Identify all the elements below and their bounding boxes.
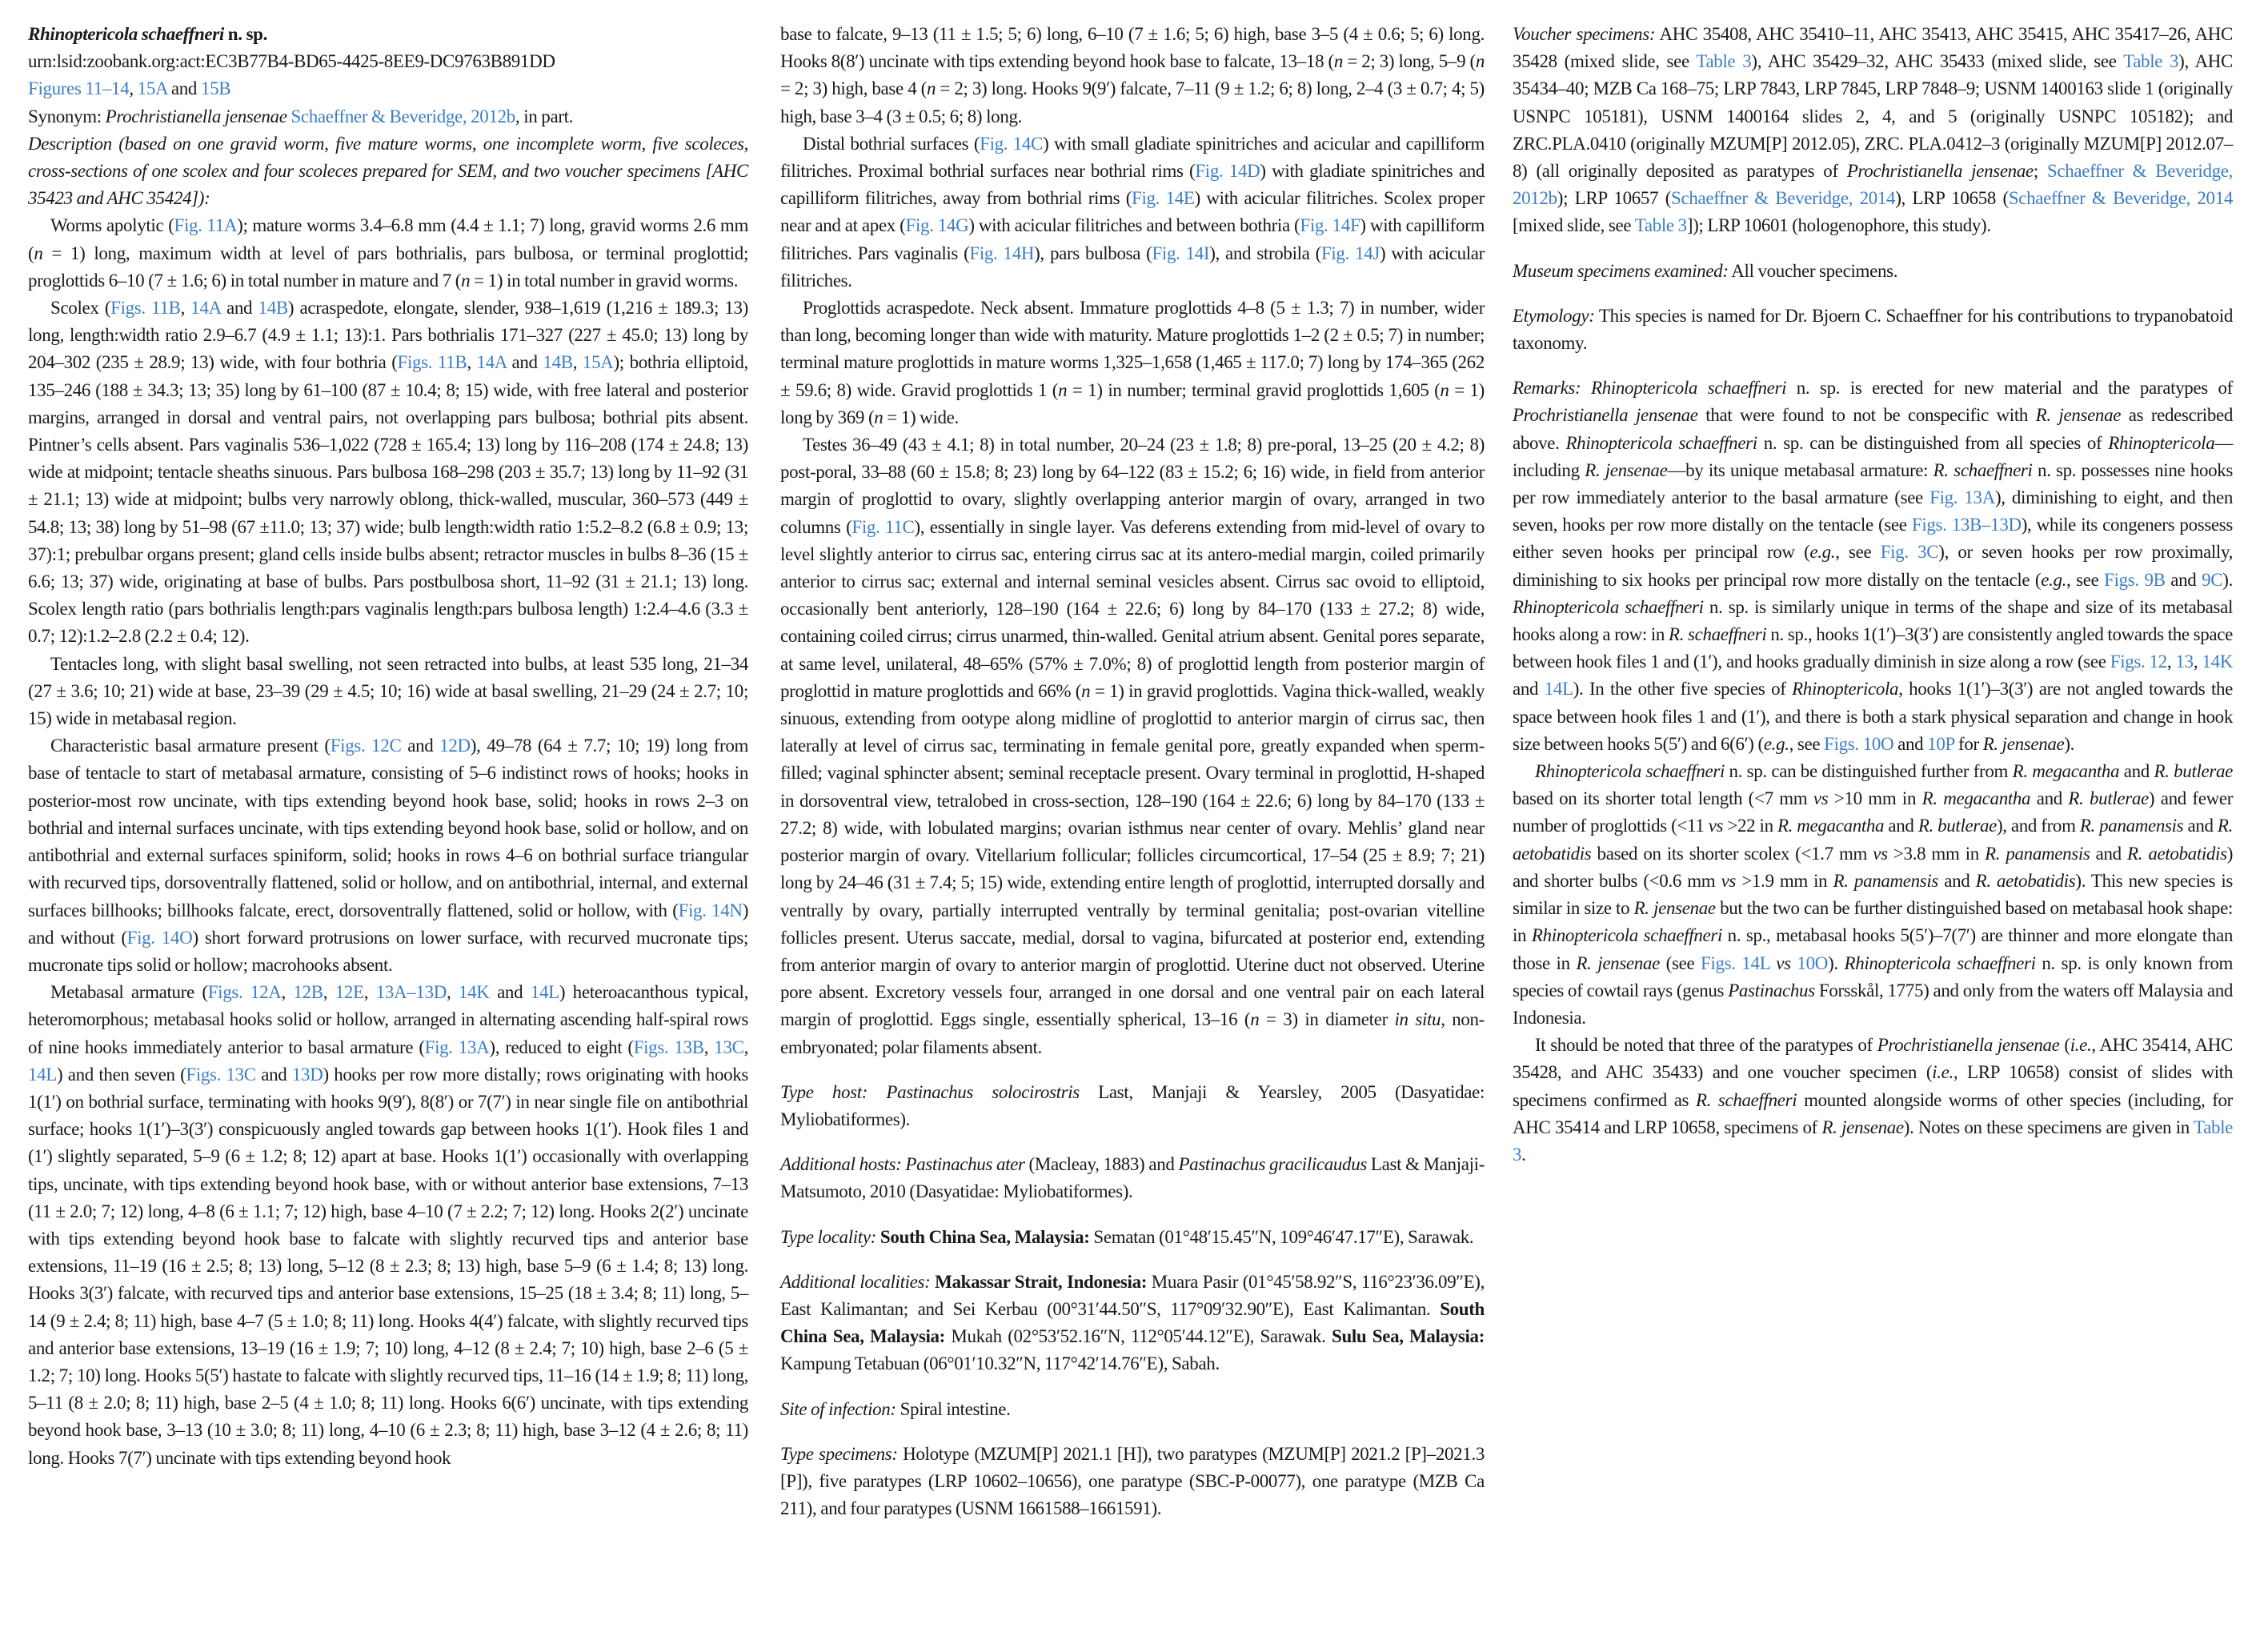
- paragraph: [780, 431, 1485, 1061]
- text-run: n. sp. is similarly unique in terms of the shape and size of its metabasal hooks along a row: in: [1513, 596, 2234, 645]
- text-run: , see: [1789, 733, 1825, 754]
- reference-link[interactable]: 9C: [2202, 569, 2223, 590]
- text-run: ).: [1828, 952, 1845, 973]
- paragraph: [780, 1396, 1485, 1423]
- paragraph: [780, 295, 1485, 431]
- paragraph: [28, 130, 748, 213]
- text-run: ) hooks per row more distally; rows originating with hooks 1(1′) on bothrial surface, terminating with hooks 9(9′), 8(8′) or 7(7′) in near single file on antibothrial surface; hooks 1(1′)–3(3′) conspicuously angled towards gap between hooks 1(1′). Hook files 1 and (1′) slightly separated, 5–9 (6 ± 1.2; 8; 12) apart at base. Hooks 1(1′) occasionally with overlapping tips, uncinate, with tips extending beyond hook base, with or without anterior base extensions, 7–13 (11 ± 2.0; 7; 12) long, 4–8 (6 ± 1.1; 7; 12) high, base 4–10 (7 ± 2.2; 7; 12) long. Hooks 2(2′) uncinate with tips extending beyond hook base to falcate with slightly recurved tips and anterior base extensions, 11–19 (16 ± 2.5; 8; 13) long, 5–12 (8 ± 2.3; 8; 13) high, base 5–9 (6 ± 1.4; 8; 13) long. Hooks 3(3′) falcate, with recurved tips and anterior base extensions, 15–25 (18 ± 3.4; 8; 11) long, 5–14 (9 ± 2.4; 8; 11) high, base 4–7 (5 ± 1.0; 8; 11) long. Hooks 4(4′) falcate, with slightly recurved tips and anterior base extensions, 13–19 (16 ± 1.9; 7; 10) long, 4–12 (8 ± 2.4; 7; 10) high, base 2–6 (5 ± 1.2; 7; 10) long. Hooks 5(5′) hastate to falcate with slightly recurved tips, 11–16 (14 ± 1.9; 8; 11) long, 5–11 (8 ± 2.0; 8; 11) high, base 2–5 (4 ± 1.0; 8; 11) long. Hooks 6(6′) uncinate, with tips extending beyond hook base, 3–13 (10 ± 3.0; 8; 11) long, 4–10 (6 ± 2.3; 8; 11) high, base 3–12 (4 ± 2.6; 8; 11) long. Hooks 7(7′) uncinate with tips extending beyond hook: [28, 1064, 748, 1468]
- text-run: that were found to not be conspecific with: [1697, 405, 2036, 426]
- italic-text: Pastinachus: [1728, 980, 1815, 1000]
- reference-link[interactable]: Fig. 14I: [1152, 243, 1210, 263]
- text-run: based on its shorter total length (<7 mm: [1513, 788, 1813, 809]
- bold-text: Sulu Sea, Malaysia:: [1332, 1326, 1485, 1347]
- text-run: ,: [467, 352, 477, 373]
- reference-link[interactable]: Fig. 14F: [1300, 215, 1360, 236]
- italic-text: e.g.: [1763, 733, 1789, 754]
- text-run: ;: [2033, 161, 2047, 182]
- text-run: ); mature worms 3.4–6.8 mm (4.4 ± 1.1; 7) long, gravid worms 2.6 mm (: [28, 215, 749, 263]
- paragraph: [28, 651, 748, 733]
- text-run: Kampung Tetabuan (06°01′10.32″N, 117°42′14.76″E), Sabah.: [780, 1353, 1220, 1374]
- italic-text: e.g.: [2041, 569, 2067, 590]
- reference-link[interactable]: Figs. 13B–13D: [1911, 515, 2022, 535]
- italic-text: R. jensenae: [1576, 952, 1660, 973]
- italic-text: Voucher specimens:: [1513, 24, 1656, 44]
- text-run: n. sp. is only known from species of cowtail rays (genus: [1513, 952, 2234, 1000]
- text-run: Scolex (: [50, 298, 111, 319]
- reference-link[interactable]: Fig. 14J: [1320, 243, 1380, 263]
- bold-italic-text: Rhinoptericola schaeffneri: [28, 24, 224, 44]
- text-run: >1.9 mm in: [1736, 870, 1833, 891]
- paragraph: [1513, 21, 2233, 240]
- text-run: ) and without (: [28, 900, 749, 948]
- italic-text: Museum specimens examined:: [1513, 260, 1729, 281]
- italic-text: R. aetobatidis: [2127, 843, 2227, 864]
- text-run: = 2; 3) high, base 4 (: [780, 78, 927, 99]
- reference-link[interactable]: 14A: [190, 298, 221, 319]
- reference-link[interactable]: Fig. 14C: [980, 133, 1044, 154]
- text-run: >22 in: [1723, 816, 1777, 836]
- paragraph: [1513, 303, 2233, 357]
- text-run: ,: [180, 298, 191, 319]
- text-run: ), essentially in single layer. Vas deferens extending from mid-level of ovary to level slightly anterior to cirrus sac, entering cirrus sac at its antero-medial margin, coiled primarily anterior to cirrus sac; external and internal seminal vesicles absent. Cirrus sac ovoid to elliptoid, occasionally bent anteriorly, 128–190 (164 ± 22.6; 6) long by 84–170 (133 ± 27.2; 8) wide, containing coiled cirrus; cirrus unarmed, thin-walled. Genital atrium absent. Genital pores separate, at same level, unilateral, 48–65% (57% ± 7.0%; 8) of proglottid length from posterior margin of proglottid in mature proglottids and 66% (: [780, 516, 1485, 701]
- italic-text: n: [1250, 1009, 1260, 1030]
- text-run: and: [166, 78, 201, 99]
- italic-text: Rhinoptericola: [1792, 679, 1899, 700]
- text-run: ,: [743, 1037, 748, 1057]
- text-run: ). In the other five species of: [1573, 679, 1793, 700]
- column-left: [28, 21, 748, 1472]
- text-run: Last, Manjaji & Yearsley, 2005 (Dasyatidae: Myliobatiformes).: [780, 1081, 1485, 1129]
- text-run: and: [401, 736, 440, 756]
- italic-text: i.e.: [2070, 1035, 2092, 1056]
- italic-text: Type locality:: [780, 1226, 876, 1247]
- text-run: and: [1893, 733, 1928, 754]
- italic-text: R. butlerae: [2068, 788, 2149, 809]
- text-run: and: [2090, 843, 2128, 864]
- paragraph: [28, 103, 748, 130]
- text-run: ,: [363, 982, 376, 1003]
- text-run: (Macleay, 1883) and: [1024, 1154, 1179, 1175]
- italic-text: Etymology:: [1513, 305, 1595, 326]
- text-run: base to falcate, 9–13 (11 ± 1.5; 5; 6) long, 6–10 (7 ± 1.6; 5; 6) high, base 3–5 (4 ± 0.6; 5; 6) long. Hooks 8(8′) uncinate with tips extending beyond hook base to falcate, 13–18 (: [780, 24, 1485, 72]
- text-run: ) with capilliform filitriches. Pars vaginalis (: [780, 215, 1485, 263]
- text-run: ) and then seven (: [57, 1064, 186, 1085]
- italic-text: Description (based on one gravid worm, five mature worms, one incomplete worm, five scoleces, cross-sections of one scolex and four scoleces prepared for SEM, and two voucher specimens [AHC 35423 and AHC 35424]):: [28, 133, 748, 209]
- reference-link[interactable]: 15A: [137, 78, 167, 99]
- reference-link[interactable]: Table 3: [1634, 215, 1687, 236]
- text-run: and: [2030, 788, 2069, 809]
- text-run: ,: [2166, 652, 2176, 672]
- text-run: , non-embryonated; polar filaments absent.: [780, 1009, 1485, 1057]
- reference-link[interactable]: Fig. 14D: [1195, 161, 1260, 182]
- reference-link[interactable]: 10P: [1927, 733, 1955, 754]
- text-run: ).: [2222, 569, 2233, 590]
- text-run: ), or seven hooks per row proximally, diminishing to six hooks per principal row more distally on the tentacle (: [1513, 542, 2233, 590]
- italic-text: in situ: [1394, 1009, 1441, 1030]
- text-run: but the two can be further distinguished based on metabasal hook shape: in: [1513, 898, 2233, 946]
- text-run: Muara Pasir (01°45′58.92″S, 116°23′36.09″E), East Kalimantan; and Sei Kerbau (00°31′44.50″S, 117°09′32.90″E), East Kalimantan.: [780, 1271, 1485, 1319]
- text-run: ), diminishing to eight, and then seven, hooks per row more distally on the tentacle (see: [1513, 487, 2233, 535]
- text-run: and: [2119, 761, 2154, 782]
- italic-text: n: [926, 78, 936, 99]
- text-run: ) with acicular filitriches and between bothria (: [968, 215, 1300, 236]
- text-run: and: [2183, 816, 2218, 836]
- text-run: Mukah (02°53′52.16″N, 112°05′44.12″E), Sarawak.: [944, 1326, 1332, 1347]
- italic-text: Prochristianella jensenae: [105, 106, 287, 126]
- text-run: Metabasal armature (: [50, 982, 208, 1003]
- italic-text: R. megacantha: [2012, 761, 2120, 782]
- text-run: This species is named for Dr. Bjoern C. Schaeffner for his contributions to trypanobatoid taxonomy.: [1513, 305, 2233, 354]
- paragraph: [28, 48, 748, 75]
- italic-text: R. megacantha: [1921, 788, 2031, 809]
- text-run: = 1) in total number in gravid worms.: [470, 270, 739, 291]
- italic-text: R. butlerae: [2154, 761, 2233, 782]
- text-run: and: [2165, 569, 2202, 590]
- text-run: = 2; 3) long. Hooks 9(9′) falcate, 7–11 (9 ± 1.2; 6; 8) long, 2–4 (3 ± 0.7; 4; 5) high, base 3–4 (3 ± 0.5; 6; 8) long.: [780, 78, 1485, 126]
- italic-text: R. jensenae: [2035, 405, 2122, 426]
- text-run: ) heteroacanthous typical, heteromorphous; metabasal hooks solid or hollow, arranged in alternating ascending half-spiral rows of nine hooks immediately anterior to basal armature (: [28, 982, 748, 1057]
- text-run: , AHC 35414, AHC 35428, and AHC 35433) and one voucher specimen (: [1513, 1035, 2234, 1083]
- paragraph: [780, 1151, 1485, 1205]
- italic-text: Pastinachus gracilicaudus: [1178, 1154, 1367, 1175]
- italic-text: R. schaeffneri: [1933, 459, 2033, 480]
- italic-text: n: [874, 407, 884, 427]
- text-run: urn:lsid:zoobank.org:act:EC3B77B4-BD65-4425-8EE9-DC9763B891DD: [28, 51, 555, 72]
- italic-text: R. schaeffneri: [1695, 1089, 1797, 1110]
- text-run: ) with acicular filitriches. Scolex proper near and at apex (: [780, 188, 1485, 236]
- paragraph: [780, 1079, 1485, 1133]
- text-run: n. sp. can be distinguished from all species of: [1757, 432, 2109, 453]
- text-run: ), and from: [1996, 816, 2080, 836]
- bold-text: South China Sea, Malaysia:: [880, 1226, 1090, 1247]
- reference-link[interactable]: Fig. 13A: [1929, 487, 1995, 508]
- reference-link[interactable]: 13A–13D: [375, 982, 447, 1003]
- text-run: Sematan (01°48′15.45″N, 109°46′47.17″E), Sarawak.: [1089, 1226, 1474, 1247]
- text-run: Synonym:: [28, 106, 106, 126]
- italic-text: n: [1440, 379, 1449, 400]
- reference-link[interactable]: Schaeffner & Beveridge, 2012b: [1513, 161, 2234, 209]
- text-run: It should be noted that three of the paratypes of: [1535, 1035, 1877, 1056]
- italic-text: R. panamensis: [1833, 870, 1939, 891]
- text-run: Proglottids acraspedote. Neck absent. Immature proglottids 4–8 (5 ± 1.3; 7) in number, wider than long, becoming longer than wide with maturity. Mature proglottids 1–2 (2 ± 0.5; 7) in number; terminal mature proglottids in mature worms 1,325–1,658 (1,465 ± 117.0; 7) long by 174–365 (262 ± 59.6; 8) wide. Gravid proglottids 1 (: [780, 298, 1485, 400]
- text-run: Forsskål, 1775) and only from the waters off Malaysia and Indonesia.: [1513, 980, 2233, 1028]
- reference-link[interactable]: Table 3: [1696, 51, 1752, 72]
- italic-text: R. jensenae: [1821, 1117, 1904, 1137]
- text-run: , LRP 10658) consist of slides with specimens confirmed as: [1513, 1062, 2233, 1110]
- paragraph: [28, 979, 748, 1472]
- reference-link[interactable]: 10O: [1797, 952, 1829, 973]
- text-run: n. sp. possesses nine hooks per row immediately anterior to the basal armature (see: [1513, 459, 2234, 508]
- text-run: , hooks 1(1′)–3(3′) are not angled towards the space between hook files 1 and (1′), and there is both a stark physical separation and change in hook size between hooks 5(5′) and 6(6′) (: [1513, 679, 2234, 754]
- reference-link[interactable]: Schaeffner & Beveridge, 2014: [1671, 188, 1896, 209]
- paragraph: [780, 1441, 1485, 1523]
- paragraph: [28, 75, 748, 102]
- text-run: ,: [703, 1037, 715, 1057]
- text-run: based on its shorter scolex (<1.7 mm: [1591, 843, 1873, 864]
- text-run: ,: [323, 982, 335, 1003]
- italic-text: R. jensenae: [1633, 898, 1716, 919]
- text-run: = 1) in number; terminal gravid proglottids 1,605 (: [1067, 379, 1441, 400]
- reference-link[interactable]: 14B: [258, 298, 288, 319]
- paragraph: [28, 732, 748, 979]
- text-run: ); LRP 10657 (: [1557, 188, 1672, 209]
- italic-text: Additional localities:: [780, 1271, 931, 1292]
- bold-text: South China Sea, Malaysia:: [780, 1298, 1485, 1347]
- text-run: = 2; 3) long, 5–9 (: [1343, 51, 1476, 72]
- reference-link[interactable]: Fig. 14N: [678, 900, 743, 920]
- text-run: ), AHC 35434–40; MZB Ca 168–75; LRP 7843, LRP 7845, LRP 7848–9; USNM 1400163 slide 1 (originally USNPC 105181), USNM 1400164 slides 2, 4, and 5 (originally USNPC 105182); and ZRC.PLA.0410 (originally MZUM[P] 2012.05), ZRC. PLA.0412–3 (originally MZUM[P] 2012.07–8) (all originally deposited as paratypes of: [1513, 51, 2233, 182]
- italic-text: Additional hosts: Pastinachus ater: [780, 1154, 1025, 1175]
- text-run: ,: [2193, 652, 2202, 672]
- text-run: Characteristic basal armature present (: [50, 736, 331, 756]
- text-run: ), LRP 10658 (: [1895, 188, 2009, 209]
- text-run: (see: [1659, 952, 1701, 973]
- paragraph: [28, 295, 748, 651]
- reference-link[interactable]: Figures 11–14: [28, 78, 130, 99]
- italic-text: R. jensenae: [1585, 459, 1668, 480]
- italic-text: R. aetobatidis: [1975, 870, 2076, 891]
- text-run: ), and strobila (: [1209, 243, 1321, 263]
- text-run: as redescribed above.: [1513, 405, 2233, 453]
- text-run: ), AHC 35429–32, AHC 35433 (mixed slide, see: [1751, 51, 2124, 72]
- text-run: AHC 35408, AHC 35410–11, AHC 35413, AHC 35415, AHC 35417–26, AHC 35428 (mixed slide, see: [1513, 24, 2233, 72]
- paragraph: [780, 1269, 1485, 1378]
- reference-link[interactable]: 14K: [2202, 652, 2234, 672]
- text-run: n. sp., hooks 1(1′)–3(3′) are consistently angled towards the space between hook files 1 and (1′), and hooks gradually diminish in size along a row (see: [1513, 624, 2234, 672]
- italic-text: R. jensenae: [1982, 733, 2065, 754]
- reference-link[interactable]: Fig. 14E: [1132, 188, 1195, 209]
- text-run: Spiral intestine.: [896, 1398, 1011, 1419]
- italic-text: vs: [1776, 952, 1791, 973]
- reference-link[interactable]: Schaeffner & Beveridge, 2014: [2008, 188, 2233, 209]
- italic-text: R. megacantha: [1777, 816, 1885, 836]
- text-run: ), 49–78 (64 ± 7.7; 10; 19) long from base of tentacle to start of metabasal armature, consisting of 5–6 indistinct rows of hooks; hooks in posterior-most row uncinate, with tips extending beyond hook base, solid; hooks in rows 2–3 on bothrial and internal surfaces uncinate, with tips extending beyond hook base, solid or hollow, and on antibothrial and external surfaces spiniform, solid; hooks in rows 4–6 on bothrial surface triangular with recurved tips, dorsoventrally flattened, solid or hollow, and on antibothrial, internal, and external surfaces billhooks; billhooks falcate, erect, dorsoventrally flattened, solid or hollow, with (: [28, 736, 749, 920]
- paragraph: [780, 1224, 1485, 1251]
- reference-link[interactable]: Figs. 11B: [397, 352, 467, 373]
- text-run: and: [255, 1064, 292, 1085]
- text-run: [mixed slide, see: [1513, 215, 1635, 236]
- text-run: [1791, 953, 1797, 973]
- reference-link[interactable]: Fig. 11A: [174, 215, 238, 236]
- text-run: ,: [446, 982, 459, 1003]
- paragraph: [1513, 258, 2233, 285]
- reference-link[interactable]: 13C: [714, 1037, 744, 1057]
- species-title: [28, 21, 748, 48]
- text-run: and: [1938, 870, 1976, 891]
- text-run: ) with acicular filitriches.: [780, 243, 1485, 291]
- reference-link[interactable]: Fig. 3C: [1880, 542, 1939, 563]
- text-run: Distal bothrial surfaces (: [803, 133, 980, 154]
- bold-text: Makassar Strait, Indonesia:: [935, 1271, 1148, 1292]
- text-run: = 1) wide.: [883, 407, 959, 427]
- text-run: n. sp. can be distinguished further from: [1725, 761, 2013, 782]
- reference-link[interactable]: 14A: [476, 352, 507, 373]
- reference-link[interactable]: 15A: [582, 352, 614, 373]
- italic-text: n: [1081, 680, 1091, 701]
- italic-text: R. panamensis: [2079, 816, 2184, 836]
- reference-link[interactable]: 14L: [28, 1064, 57, 1085]
- text-run: All voucher specimens.: [1728, 260, 1898, 281]
- reference-link[interactable]: Figs. 9B: [2104, 569, 2166, 590]
- text-run: Worms apolytic (: [50, 215, 174, 236]
- reference-link[interactable]: 14B: [543, 352, 573, 373]
- text-run: ) with gladiate spinitriches and capilliform filitriches, away from bothrial rims (: [780, 161, 1485, 209]
- text-run: mounted alongside worms of other species (including, for AHC 35414 and LRP 10658, specimens of: [1513, 1089, 2233, 1137]
- text-run: n. sp., metabasal hooks 5(5′)–7(7′) are thinner and more elongate than those in: [1513, 925, 2233, 973]
- italic-text: Rhinoptericola schaeffneri: [1531, 925, 1722, 946]
- reference-link[interactable]: 13D: [291, 1064, 323, 1085]
- paragraph: [1513, 1032, 2233, 1169]
- text-run: ) and shorter bulbs (<0.6 mm: [1513, 843, 2234, 891]
- text-run: ) and fewer number of proglottids (<11: [1513, 788, 2233, 836]
- paragraph: [780, 130, 1485, 295]
- text-run: and: [506, 352, 543, 373]
- text-run: ) short forward protrusions on lower surface, with recurved mucronate tips; mucronate tips solid or hollow; macrohooks absent.: [28, 927, 748, 975]
- italic-text: Rhinoptericola schaeffneri: [1565, 432, 1757, 453]
- reference-link[interactable]: Table 3: [2123, 51, 2179, 72]
- text-run: = 1) long by 369 (: [780, 379, 1485, 427]
- text-run: Testes 36–49 (43 ± 4.1; 8) in total number, 20–24 (23 ± 1.8; 8) pre-poral, 13–25 (20 ± 4.2; 8) post-poral, 33–88 (60 ± 15.8; 8; 23) long by 64–122 (83 ± 15.2; 6; 16) wide, in field from anterior margin of proglottid to ovary, slightly overlapping anterior margin of ovary, arranged in two columns (: [780, 435, 1485, 537]
- text-run: for: [1954, 733, 1983, 754]
- italic-text: R. butlerae: [1917, 816, 1997, 836]
- italic-text: i.e.: [1932, 1062, 1953, 1083]
- reference-link[interactable]: Figs. 13C: [186, 1064, 256, 1085]
- paragraph: [28, 212, 748, 295]
- reference-link[interactable]: Fig. 11C: [852, 516, 915, 537]
- column-right: [1513, 21, 2233, 1169]
- reference-link[interactable]: 13: [2175, 652, 2194, 672]
- reference-link[interactable]: 14L: [530, 982, 559, 1003]
- text-run: —by its unique metabasal armature:: [1667, 459, 1933, 480]
- text-run: and: [1513, 679, 1545, 700]
- text-run: .: [1521, 1144, 1526, 1165]
- italic-text: n: [461, 270, 471, 291]
- text-run: and: [1884, 816, 1918, 836]
- italic-text: Remarks: Rhinoptericola schaeffneri: [1513, 378, 1787, 399]
- reference-link[interactable]: 12D: [439, 736, 471, 756]
- text-run: ) acraspedote, elongate, slender, 938–1,619 (1,216 ± 189.3; 13) long, length:width ratio 2.9–6.7 (4.9 ± 1.1; 13):1. Pars bothrialis 171–327 (227 ± 45.0; 13) long by 204–302 (235 ± 28.9; 13) wide, with four bothria (: [28, 298, 748, 373]
- italic-text: Prochristianella jensenae: [1513, 405, 1698, 426]
- reference-link[interactable]: Figs. 12C: [330, 736, 402, 756]
- reference-link[interactable]: 14K: [458, 982, 490, 1003]
- text-run: = 1) in gravid proglottids. Vagina thick-walled, weakly sinuous, extending from ootype along midline of proglottid to anterior margin of cirrus sac, then laterally at level of cirrus sac, terminating in female genital pore, greatly expanded when sperm-filled; vaginal sphincter absent; seminal receptacle present. Ovary terminal in proglottid, H-shaped in dorsoventral view, tetralobed in cross-section, 128–190 (164 ± 22.6; 6) long by 84–170 (133 ± 27.2; 8) wide, with lobulated margins; ovarian isthmus near center of ovary. Mehlis’ gland near posterior margin of ovary. Vitellarium follicular; follicles circumcortical, 17–54 (25 ± 8.9; 7; 21) long by 24–46 (31 ± 7.4; 5; 15) wide, extending entire length of proglottid, interrupted dorsally and ventrally by ovary, partially interrupted ventrally by terminal genitalia; post-ovarian vitelline follicles present. Uterus saccate, medial, dorsal to vagina, bifurcated at posterior end, extending from anterior margin of ovary to anterior margin of proglottid. Uterine duct not observed. Uterine pore absent. Excretory vessels four, arranged in one dorsal and one ventral pair on each lateral margin of proglottid. Eggs single, essentially spherical, 13–16 (: [780, 680, 1485, 1030]
- text-run: (: [2059, 1035, 2070, 1056]
- text-run: ), pars bulbosa (: [1034, 243, 1152, 263]
- italic-text: Rhinoptericola: [2108, 432, 2215, 453]
- italic-text: vs: [1813, 788, 1829, 809]
- reference-link[interactable]: 12B: [293, 982, 323, 1003]
- text-run: ,: [129, 78, 138, 99]
- reference-link[interactable]: Fig. 14G: [905, 215, 969, 236]
- italic-text: Type specimens:: [780, 1443, 898, 1464]
- text-run: ]); LRP 10601 (hologenophore, this study).: [1686, 215, 1991, 236]
- reference-link[interactable]: Figs. 14L: [1701, 952, 1770, 973]
- italic-text: Prochristianella jensenae: [1846, 161, 2034, 182]
- text-run: ), while its congeners possess either seven hooks per principal row (: [1513, 515, 2233, 563]
- text-run: , see: [1835, 542, 1881, 563]
- italic-text: R. panamensis: [1985, 843, 2090, 864]
- italic-text: n: [1475, 51, 1485, 72]
- italic-text: Rhinoptericola schaeffneri: [1513, 596, 1704, 617]
- italic-text: Rhinoptericola schaeffneri: [1844, 952, 2036, 973]
- italic-text: vs: [1708, 816, 1724, 836]
- paragraph: [780, 21, 1485, 130]
- reference-link[interactable]: Figs. 10O: [1824, 733, 1894, 754]
- text-run: Tentacles long, with slight basal swelling, not seen retracted into bulbs, at least 535 long, 21–34 (27 ± 3.6; 10; 21) wide at base, 23–39 (29 ± 4.5; 10; 16) wide at basal swelling, 21–29 (24 ± 2.7; 10; 15) wide in metabasal region.: [28, 653, 748, 729]
- reference-link[interactable]: Figs. 11B: [110, 298, 181, 319]
- italic-text: R. schaeffneri: [1669, 624, 1767, 645]
- reference-link[interactable]: Fig. 13A: [424, 1037, 490, 1057]
- italic-text: n: [1333, 51, 1344, 72]
- italic-text: n: [34, 243, 43, 263]
- reference-link[interactable]: Figs. 12: [2110, 652, 2167, 672]
- reference-link[interactable]: Figs. 12A: [207, 982, 282, 1003]
- text-run: = 1) long, maximum width at level of pars bothrialis, pars bulbosa, or terminal proglottid; proglottids 6–10 (7 ± 1.6; 6) in total number in mature and 7 (: [28, 243, 748, 291]
- text-run: = 3) in diameter: [1259, 1009, 1395, 1030]
- text-run: Last & Manjaji-Matsumoto, 2010 (Dasyatidae: Myliobatiformes).: [780, 1154, 1485, 1202]
- text-run: and: [220, 298, 258, 319]
- italic-text: Prochristianella jensenae: [1877, 1035, 2060, 1056]
- bold-text: n. sp.: [223, 24, 267, 44]
- reference-link[interactable]: 12E: [335, 982, 364, 1003]
- italic-text: e.g.: [1809, 542, 1836, 563]
- text-run: ). Notes on these specimens are given in: [1903, 1117, 2194, 1137]
- text-run: ); bothria elliptoid, 135–246 (188 ± 34.3; 13; 35) long by 61–100 (87 ± 10.4; 8; 15) wide, with free lateral and posterior margins, arranged in dorsal and ventral pairs, not overlapping pars bulbosa; bothrial pits absent. Pintner’s cells absent. Pars vaginalis 536–1,022 (728 ± 165.4; 13) long by 116–208 (174 ± 24.8; 13) wide at midpoint; tentacle sheaths sinuous. Pars bulbosa 168–298 (203 ± 35.7; 13) long by 11–92 (31 ± 21.1; 13) wide at midpoint; bulbs very narrowly oblong, thick-walled, muscular, 360–573 (449 ± 54.8; 13; 38) long by 51–98 (67 ±11.0; 13; 37) wide; bulb length:width ratio 1:5.2–8.2 (6.8 ± 0.9; 13; 37):1; prebulbar organs present; gland cells inside bulbs absent; retractor muscles in bulbs 8–36 (15 ± 6.6; 13; 37) wide, originating at base of bulbs. Pars postbulbosa short, 11–92 (31 ± 21.1; 13) long. Scolex length ratio (pars bothrialis length:pars vaginalis length:pars bulbosa length) 1:2.4–4.6 (3.3 ± 0.7; 12):1.2–2.8 (2.2 ± 0.4; 12).: [28, 352, 748, 647]
- paragraph: [1513, 375, 2233, 758]
- italic-text: R. aetobatidis: [1513, 816, 2233, 864]
- text-run: —including: [1513, 432, 2234, 480]
- italic-text: Site of infection:: [780, 1398, 896, 1419]
- reference-link[interactable]: Schaeffner & Beveridge, 2012b: [291, 106, 515, 126]
- reference-link[interactable]: Table 3: [1513, 1117, 2234, 1165]
- italic-text: n: [1058, 379, 1068, 400]
- text-run: ), reduced to eight (: [489, 1037, 634, 1057]
- text-run: ,: [572, 352, 583, 373]
- reference-link[interactable]: 15B: [200, 78, 231, 99]
- text-run: ).: [2064, 733, 2075, 754]
- text-run: Holotype (MZUM[P] 2021.1 [H]), two paratypes (MZUM[P] 2021.2 [P]–2021.3 [P]), five paratypes (LRP 10602–10656), one paratype (SBC-P-00077), one paratype (MZB Ca 211), and four paratypes (USNM 1661588–1661591).: [780, 1443, 1485, 1519]
- italic-text: vs: [1873, 843, 1888, 864]
- italic-text: Rhinoptericola schaeffneri: [1535, 761, 1725, 782]
- paragraph: [1513, 758, 2233, 1032]
- text-run: ) with small gladiate spinitriches and acicular and capilliform filitriches. Proximal bothrial surfaces near bothrial rims (: [780, 133, 1485, 182]
- text-run: ). This new species is similar in size to: [1513, 870, 2233, 919]
- reference-link[interactable]: Figs. 13B: [633, 1037, 704, 1057]
- reference-link[interactable]: Fig. 14O: [126, 927, 193, 948]
- text-run: ,: [281, 982, 294, 1003]
- text-run: >3.8 mm in: [1887, 843, 1986, 864]
- column-middle: [780, 21, 1485, 1522]
- text-run: , see: [2066, 569, 2105, 590]
- text-run: , in part.: [515, 106, 574, 126]
- text-run: and: [489, 982, 531, 1003]
- italic-text: vs: [1721, 870, 1737, 891]
- italic-text: Type host: Pastinachus solocirostris: [780, 1081, 1080, 1102]
- text-run: >10 mm in: [1828, 788, 1922, 809]
- reference-link[interactable]: Fig. 14H: [969, 243, 1035, 263]
- text-run: n. sp. is erected for new material and the paratypes of: [1786, 378, 2233, 399]
- reference-link[interactable]: 14L: [1544, 679, 1573, 700]
